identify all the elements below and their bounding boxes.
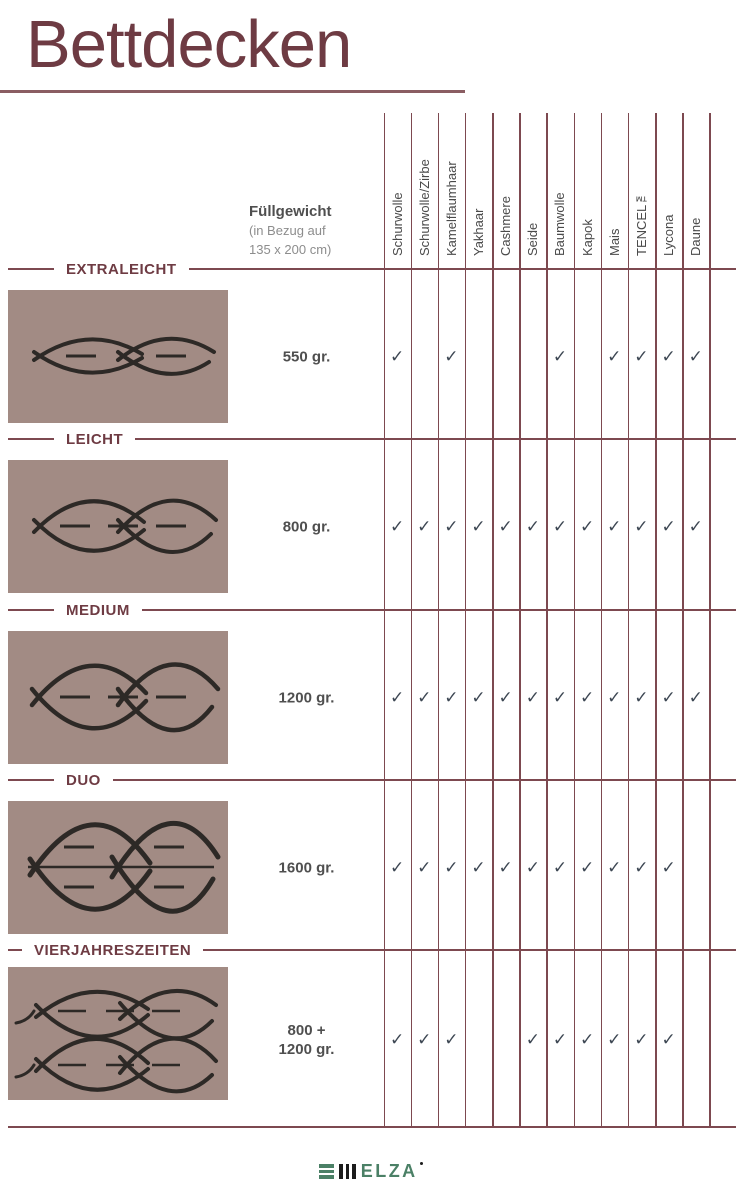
check-icon: ✓ — [552, 347, 568, 367]
check-icon: ✓ — [607, 688, 622, 708]
check-icon: ✓ — [580, 858, 595, 878]
section-line-left — [8, 779, 54, 781]
check-icon: ✓ — [607, 517, 622, 537]
logo-wordmark: ELZA — [360, 1161, 418, 1181]
fill-weight-line: 800 + — [287, 1022, 326, 1039]
check-icon: ✓ — [688, 347, 703, 367]
elza-logo — [0, 1161, 742, 1182]
check-icon: ✓ — [471, 517, 486, 537]
fill-weight-header — [249, 202, 332, 259]
column-header-yakhaar: Yakhaar — [470, 208, 486, 256]
duvet-cross-section-icon — [8, 460, 228, 593]
check-icon: ✓ — [389, 858, 405, 878]
check-icon: ✓ — [552, 517, 568, 537]
section-line-left — [8, 609, 54, 611]
fill-weight-note-2: 135 x 200 cm) — [249, 242, 332, 257]
check-icon: ✓ — [634, 858, 649, 878]
table-bottom-rule — [8, 1126, 736, 1128]
fill-weight-title: Füllgewicht — [249, 203, 332, 220]
logo-horizontal-bars-icon — [319, 1162, 334, 1181]
check-icon: ✓ — [607, 347, 622, 367]
column-header-kapok: Kapok — [579, 219, 595, 256]
section-line-right — [142, 609, 736, 611]
check-icon: ✓ — [417, 517, 432, 537]
fill-weight-value — [230, 689, 383, 708]
check-icon: ✓ — [525, 1030, 540, 1050]
check-icon: ✓ — [417, 1030, 432, 1050]
duvet-cross-section-icon — [8, 967, 228, 1100]
logo-vertical-bars-icon — [339, 1164, 355, 1179]
check-icon: ✓ — [525, 517, 540, 537]
section-line-left — [8, 438, 54, 440]
check-icon: ✓ — [634, 688, 649, 708]
fill-weight-value — [230, 1021, 383, 1059]
fill-weight-line: 1600 gr. — [278, 859, 335, 877]
fill-weight-line: 800 gr. — [282, 518, 331, 536]
section-line-right — [203, 949, 736, 951]
section-line-left — [8, 949, 22, 951]
check-icon: ✓ — [498, 858, 513, 878]
column-header-lycona: Lycona — [661, 214, 676, 256]
section-label: MEDIUM — [66, 601, 130, 619]
duvet-illustration-leicht — [8, 460, 228, 593]
check-icon: ✓ — [580, 1030, 595, 1050]
column-header-schurwolle: Schurwolle — [389, 192, 405, 256]
duvet-illustration-duo — [8, 801, 228, 934]
section-header-leicht — [8, 428, 736, 450]
check-icon: ✓ — [444, 858, 459, 878]
check-icon: ✓ — [552, 858, 568, 878]
check-icon: ✓ — [552, 1030, 568, 1050]
fill-weight-value — [230, 518, 383, 537]
section-label: LEICHT — [66, 430, 124, 448]
check-icon: ✓ — [634, 347, 649, 367]
section-line-right — [135, 438, 736, 440]
duvet-cross-section-icon — [8, 290, 228, 423]
section-line-right — [113, 779, 736, 781]
column-header-cashmere: Cashmere — [498, 196, 514, 256]
check-icon: ✓ — [607, 1030, 622, 1050]
check-icon: ✓ — [525, 688, 540, 708]
column-header-baumwolle: Baumwolle — [552, 192, 568, 256]
check-icon: ✓ — [661, 517, 676, 537]
duvet-illustration-vierjahreszeiten — [8, 967, 228, 1100]
page-title: Bettdecken — [26, 7, 352, 82]
check-icon: ✓ — [444, 517, 459, 537]
fill-weight-line: 550 gr. — [282, 348, 331, 366]
check-icon: ✓ — [444, 347, 459, 367]
check-icon: ✓ — [444, 1030, 459, 1050]
column-header-kamelflaumhaar: Kamelflaumhaar — [443, 161, 459, 256]
duvet-illustration-medium — [8, 631, 228, 764]
fill-weight-line: 1200 gr. — [278, 1041, 335, 1058]
check-icon: ✓ — [580, 517, 595, 537]
check-icon: ✓ — [498, 688, 513, 708]
section-header-extraleicht — [8, 258, 736, 280]
section-header-medium — [8, 599, 736, 621]
duvet-illustration-extraleicht — [8, 290, 228, 423]
section-label: EXTRALEICHT — [66, 260, 177, 278]
check-icon: ✓ — [498, 517, 513, 537]
title-underline — [0, 90, 465, 93]
check-icon: ✓ — [634, 1030, 649, 1050]
fill-weight-value — [230, 348, 383, 367]
check-icon: ✓ — [417, 688, 432, 708]
section-label: VIERJAHRESZEITEN — [34, 941, 192, 959]
check-icon: ✓ — [661, 1030, 676, 1050]
check-icon: ✓ — [471, 688, 486, 708]
section-line-right — [189, 268, 737, 270]
column-header-schurwolle-zirbe: Schurwolle/Zirbe — [416, 159, 432, 256]
section-header-vierjahreszeiten — [8, 939, 736, 961]
fill-weight-line: 1200 gr. — [278, 689, 335, 707]
logo-trademark-dot — [420, 1162, 423, 1165]
check-icon: ✓ — [471, 858, 486, 878]
column-header-mais: Mais — [606, 228, 622, 256]
check-icon: ✓ — [580, 688, 595, 708]
column-header-tencel-: TENCEL™ — [633, 189, 649, 256]
check-icon: ✓ — [525, 858, 540, 878]
column-header-seide: Seide — [525, 222, 541, 256]
duvet-cross-section-icon — [8, 801, 228, 934]
check-icon: ✓ — [417, 858, 432, 878]
check-icon: ✓ — [607, 858, 622, 878]
check-icon: ✓ — [661, 688, 676, 708]
duvet-cross-section-icon — [8, 631, 228, 764]
section-line-left — [8, 268, 54, 270]
check-icon: ✓ — [444, 688, 459, 708]
column-header-daune: Daune — [688, 217, 704, 256]
check-icon: ✓ — [688, 517, 703, 537]
check-icon: ✓ — [688, 688, 703, 708]
check-icon: ✓ — [389, 1030, 405, 1050]
check-icon: ✓ — [661, 858, 676, 878]
check-icon: ✓ — [389, 347, 405, 367]
check-icon: ✓ — [634, 517, 649, 537]
check-icon: ✓ — [389, 688, 405, 708]
section-header-duo — [8, 769, 736, 791]
section-label: DUO — [66, 771, 101, 789]
fill-weight-value — [230, 859, 383, 878]
check-icon: ✓ — [552, 688, 568, 708]
check-icon: ✓ — [661, 347, 676, 367]
check-icon: ✓ — [389, 517, 405, 537]
fill-weight-note-1: (in Bezug auf — [249, 223, 326, 238]
